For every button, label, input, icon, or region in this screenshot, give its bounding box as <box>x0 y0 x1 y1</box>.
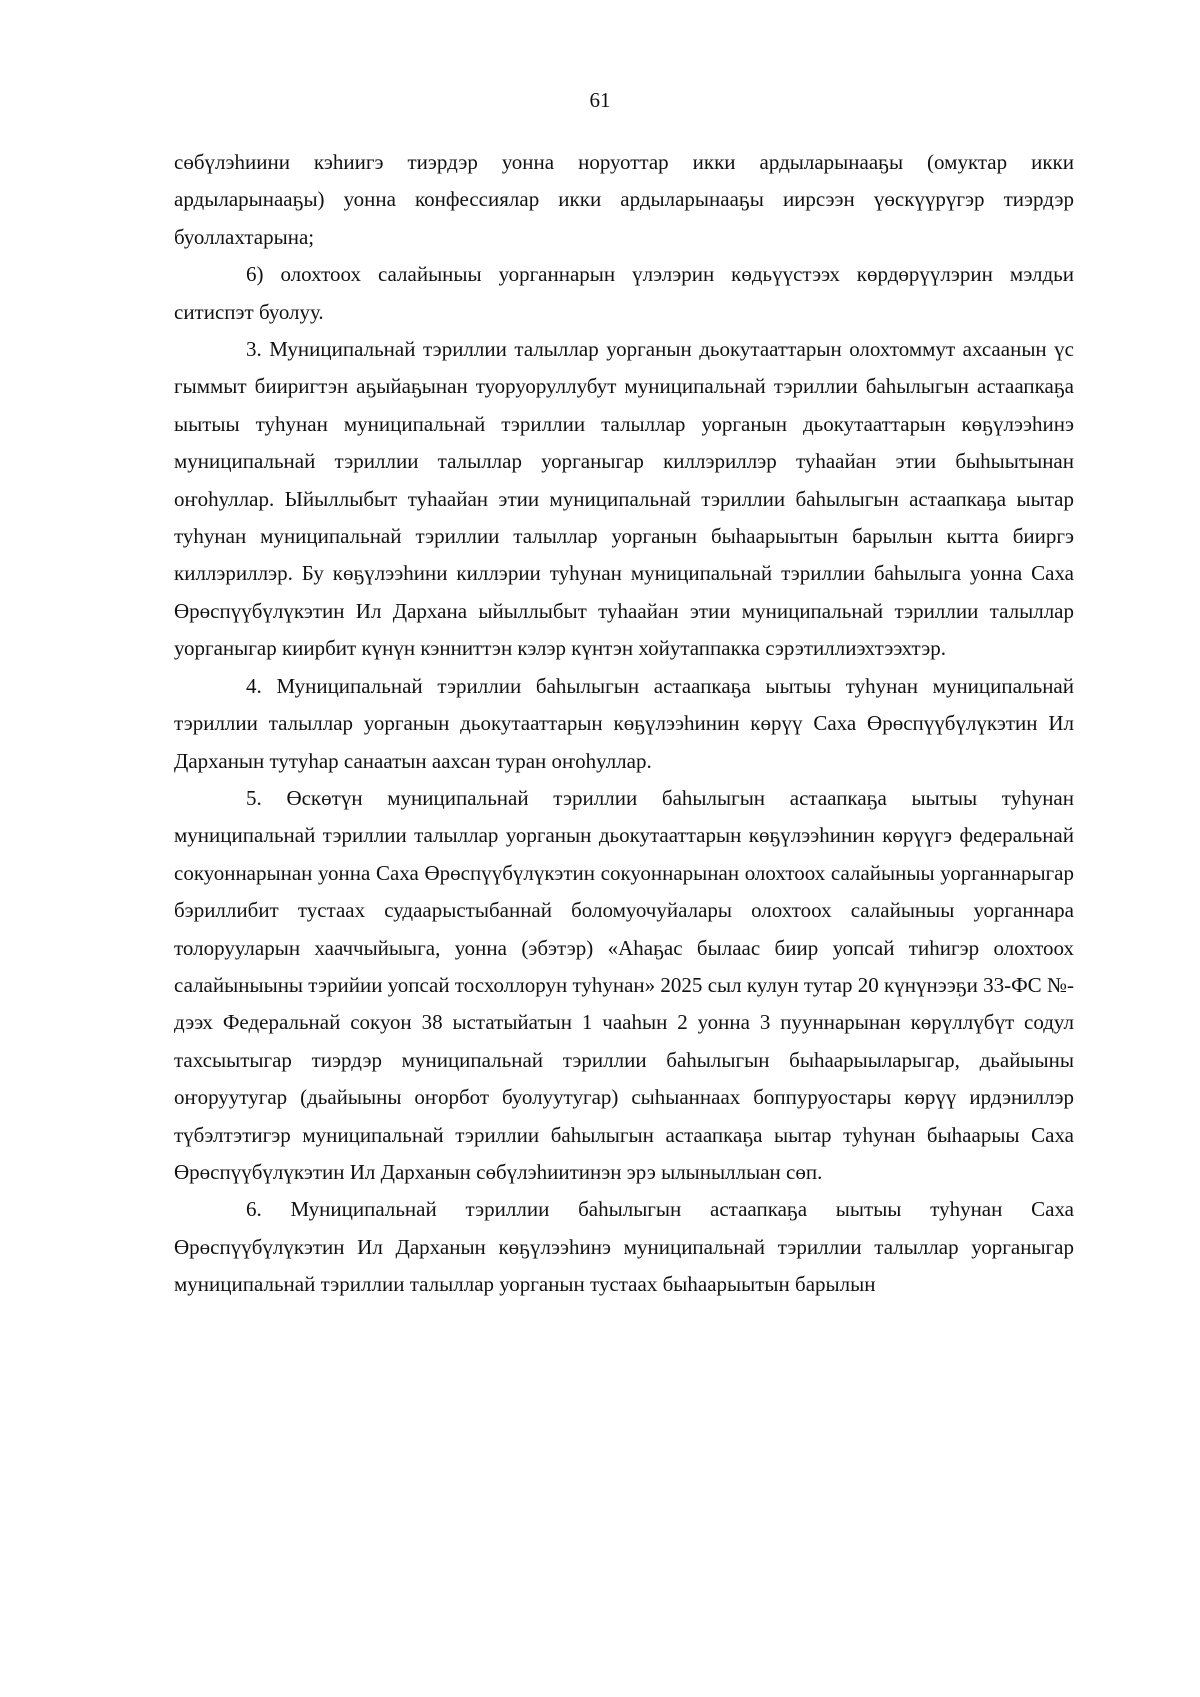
paragraph-item-6: 6) олохтоох салайыныы уорганнарын үлэлэрин көдьүүстээх көрдөрүүлэрин мэлдьи ситиспэт буолуу. <box>174 262 1074 324</box>
paragraph-clause-4: 4. Муниципальнай тэриллии баһылыгын астаапкаҕа ыытыы туһунан муниципальнай тэриллии талыллар уорганын дьокутааттарын көҕүлээһинин көрүү Саха Өрөспүүбүлүкэтин Ил Дарханын тутуһар санаатын аахсан туран оҥоһуллар. <box>174 673 1074 773</box>
paragraph-clause-6: 6. Муниципальнай тэриллии баһылыгын астаапкаҕа ыытыы туһунан Саха Өрөспүүбүлүкэтин Ил Дарханын көҕүлээһинэ муниципальнай тэриллии талыллар уорганыгар муниципальнай тэриллии талыллар уорганын тустаах быһаарыытын барылын <box>174 1197 1074 1297</box>
paragraph-continuation: сөбүлэһиини кэһиигэ тиэрдэр уонна норуоттар икки ардыларынааҕы (омуктар икки ардыларынааҕы) уонна конфессиялар икки ардыларынааҕы иирсээн үөскүүрүгэр тиэрдэр буоллахтарына; <box>174 150 1074 249</box>
paragraph-clause-3: 3. Муниципальнай тэриллии талыллар уорганын дьокутааттарын олохтоммут ахсаанын үс гыммыт бииригтэн аҕыйаҕынан туоруоруллубут муниципальнай тэриллии баһылыгын астаапкаҕа ыытыы туһунан муниципальнай тэриллии талыллар уорганын дьокутааттарын көҕүлээһинэ муниципальнай тэриллии талыллар уорганыгар киллэриллэр туһаайан этии быһыытынан оҥоһуллар. Ыйыллыбыт туһаайан этии муниципальнай тэриллии баһылыгын астаапкаҕа ыытар туһунан муниципальнай тэриллии талыллар уорганын быһаарыытын барылын кытта бииргэ киллэриллэр. Бу көҕүлээһини киллэрии туһунан муниципальнай тэриллии баһылыга уонна Саха Өрөспүүбүлүкэтин Ил Дархана ыйыллыбыт туһаайан этии муниципальнай тэриллии талыллар уорганыгар киирбит күнүн кэнниттэн кэлэр күнтэн хойутаппакка сэрэтиллиэхтээхтэр. <box>174 337 1074 661</box>
paragraph-clause-5: 5. Өскөтүн муниципальнай тэриллии баһылыгын астаапкаҕа ыытыы туһунан муниципальнай тэриллии талыллар уорганын дьокутааттарын көҕүлээһинин көрүүгэ федеральнай сокуоннарынан уонна Саха Өрөспүүбүлүкэтин сокуоннарынан олохтоох салайыныы уорганнарыгар бэриллибит тустаах судаарыстыбаннай боломуочуйалары олохтоох салайыныы уорганнара толорууларын хааччыйыыга, уонна (эбэтэр) «Аһаҕас былаас биир уопсай тиһигэр олохтоох салайыныыны тэрийии уопсай тосхоллорун туһунан» 2025 сыл кулун тутар 20 күнүнээҕи 33-ФС №-дээх Федеральнай сокуон 38 ыстатыйатын 1 чааһын 2 уонна 3 пууннарынан көрүллүбүт содул тахсыытыгар тиэрдэр муниципальнай тэриллии баһылыгын быһаарыыларыгар, дьайыыны оҥоруутугар (дьайыыны оҥорбот буолуутугар) сыһыаннаах боппуруостары көрүү ирдэниллэр түбэлтэтигэр муниципальнай тэриллии баһылыгын астаапкаҕа ыытар туһунан быһаарыы Саха Өрөспүүбүлүкэтин Ил Дарханын сөбүлэһиитинэн эрэ ылыныллыан сөп. <box>174 785 1074 1184</box>
page-number: 61 <box>589 88 611 112</box>
body-text <box>174 144 1074 1304</box>
